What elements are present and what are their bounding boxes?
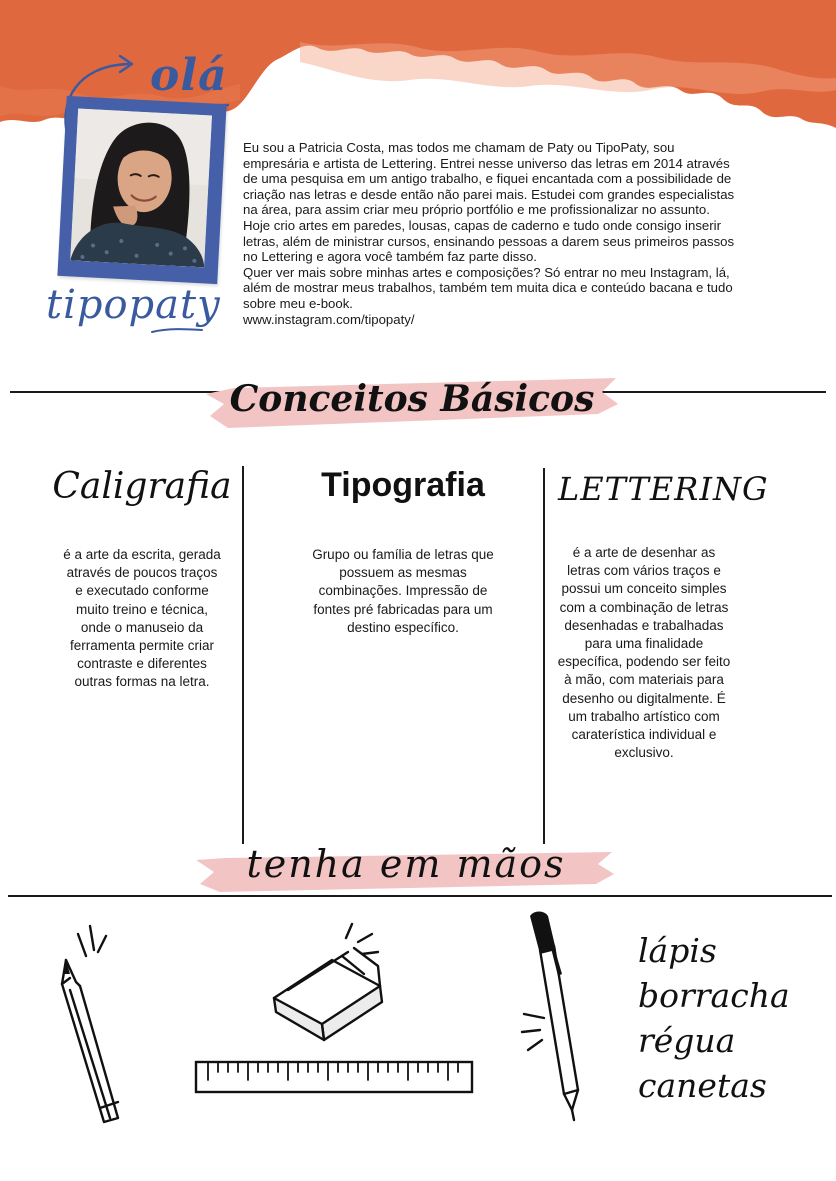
pencil-icon (56, 912, 136, 1132)
concepts-title: Conceitos Básicos (229, 378, 595, 420)
intro-paragraph: Quer ver mais sobre minhas artes e composições? Só entrar no meu Instagram, lá, além de mostrar meus trabalhos, também tem muita dica e conteúdo bacana e tudo sobre meu e-book. (243, 264, 733, 311)
photo-frame (57, 96, 226, 284)
concept-text-tipografia: Grupo ou família de letras que possuem as mesmas combinações. Impressão de fontes pré fabricadas para um destino específico. (312, 547, 494, 635)
column-divider (543, 468, 545, 844)
signature-underline (150, 326, 204, 336)
intro-paragraph: Hoje crio artes em paredes, lousas, capas de caderno e tudo onde consigo inserir letras, além de ministrar cursos, ensinando pessoas a darem seus primeiros passos no Lettering e agora você também faz parte disso. (243, 217, 735, 265)
material-item: canetas (638, 1066, 767, 1105)
greeting-text: olá (150, 50, 228, 101)
signature: tipopaty (46, 282, 221, 328)
intro-paragraph: Eu sou a Patricia Costa, mas todos me chamam de Paty ou TipoPaty, sou empresária e artista de Lettering. Entrei nesse universo das letras em 2014 através de uma pesquisa em um antigo trabalho, e fiquei encantada com a possibilidade de criação nas letras e desde então não parei mais. Estudei com grandes especialistas na área, para assim criar meu próprio portfólio e me profissionalizar no assunto. (243, 140, 735, 218)
eraser-icon (262, 920, 402, 1050)
instagram-link[interactable]: www.instagram.com/tipopaty/ (243, 311, 415, 327)
concept-heading-tipografia: Tipografia (321, 466, 485, 504)
material-item: régua (638, 1021, 736, 1060)
ruler-icon (194, 1058, 474, 1098)
author-photo (70, 109, 212, 268)
materials-ribbon (196, 838, 616, 900)
concepts-ribbon (206, 372, 618, 434)
pen-icon (516, 910, 596, 1130)
material-item: borracha (638, 976, 790, 1015)
material-item: lápis (638, 931, 717, 970)
concept-text-lettering: é a arte de desenhar as letras com vários traços e possui um conceito simples com a combinação de letras desenhadas e trabalhadas para uma finalidade específica, podendo ser feito à mão, com materiais para desenho ou digitalmente. É um trabalho artístico com caraterística individual e exclusivo. (557, 545, 731, 761)
portrait-illustration (70, 109, 212, 268)
column-divider (242, 466, 244, 844)
intro-text (243, 140, 743, 327)
materials-title: tenha em mãos (246, 842, 566, 886)
concept-heading-caligrafia: Caligrafia (52, 466, 232, 507)
concept-heading-lettering: LETTERING (558, 470, 769, 508)
materials-list (638, 928, 828, 1108)
concept-text-caligrafia: é a arte da escrita, gerada através de poucos traços e executado conforme muito treino e técnica, onde o manuseio da ferramenta permite criar contraste e diferentes outras formas na letra. (63, 547, 221, 690)
